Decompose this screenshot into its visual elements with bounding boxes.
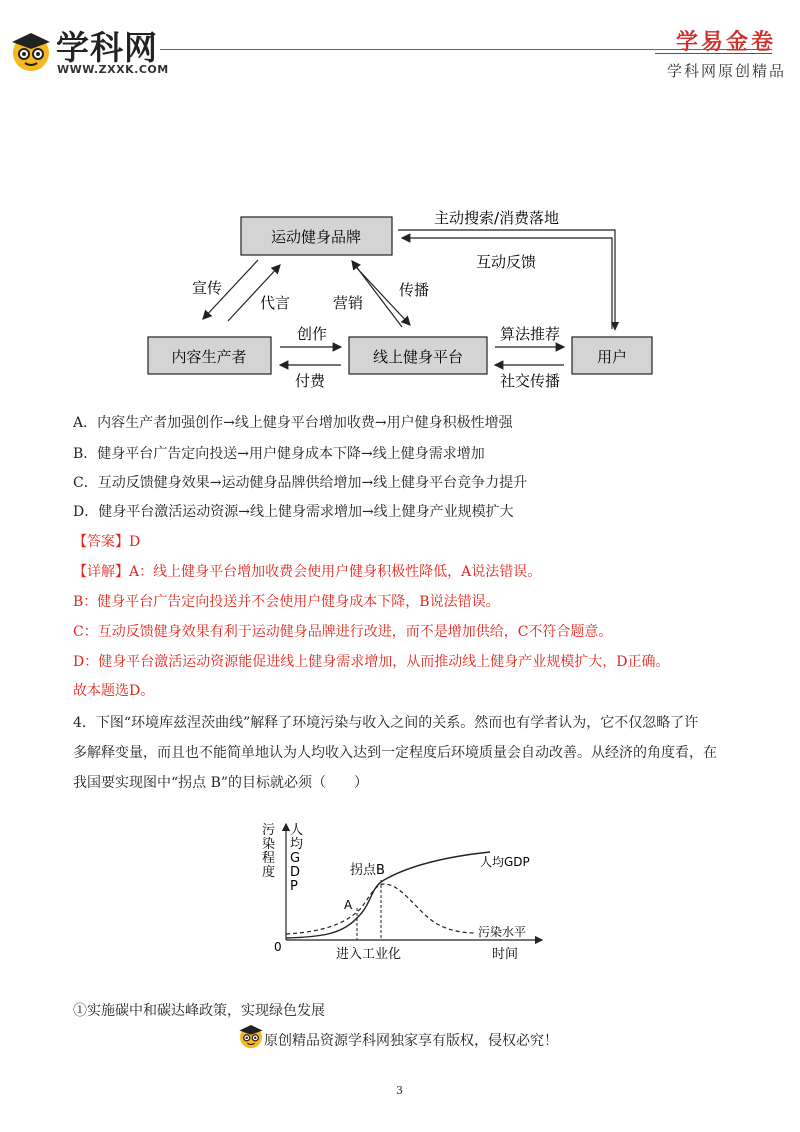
- curve-gdp-label: 人均GDP: [480, 855, 530, 869]
- label-feedback: 互动反馈: [476, 253, 537, 271]
- label-spread: 传播: [399, 281, 430, 299]
- x-label-industrial: 进入工业化: [336, 947, 402, 962]
- option-c: C．互动反馈健身效果→运动健身品牌供给增加→线上健身平台竞争力提升: [73, 475, 528, 491]
- option-item-1: ①实施碳中和碳达峰政策，实现绿色发展: [73, 1003, 325, 1019]
- question4-line2: 多解释变量，而且也不能简单地认为人均收入达到一定程度后环境质量会自动改善。从经济的角度看，在: [73, 745, 717, 761]
- detail-b: B：健身平台广告定向投送并不会使用户健身成本下降，B说法错误。: [73, 594, 500, 610]
- curve-pollution-label: 污染水平: [478, 925, 527, 939]
- point-a-label: A: [344, 898, 353, 912]
- brand-subtitle: 学科网原创精品: [667, 62, 787, 80]
- kuznets-chart: [252, 812, 552, 977]
- origin-label: 0: [274, 940, 282, 954]
- fitness-flow-diagram: [140, 205, 670, 395]
- point-b-label: 拐点B: [350, 863, 385, 878]
- detail-c: C：互动反馈健身效果有利于运动健身品牌进行改进，而不是增加供给，C不符合题意。: [73, 624, 613, 640]
- label-search: 主动搜索/消费落地: [434, 209, 560, 227]
- question4-line3: 我国要实现图中“拐点 B”的目标就必须（ ）: [73, 775, 369, 791]
- label-pay: 付费: [295, 372, 326, 390]
- footer-copyright: 原创精品资源学科网独家享有版权，侵权必究！: [264, 1033, 558, 1049]
- option-d: D．健身平台激活运动资源→线上健身需求增加→线上健身产业规模扩大: [73, 504, 514, 520]
- label-social: 社交传播: [500, 372, 561, 390]
- box-platform-label: 线上健身平台: [372, 348, 464, 366]
- logo-icon: [8, 28, 54, 74]
- detail-d: D：健身平台激活运动资源能促进线上健身需求增加，从而推动线上健身产业规模扩大，D正确。: [73, 654, 670, 670]
- box-brand-label: 运动健身品牌: [270, 228, 362, 246]
- option-a: A．内容生产者加强创作→线上健身平台增加收费→用户健身积极性增强: [73, 415, 513, 431]
- y-label-pollution: 污染程度: [262, 823, 276, 880]
- question4-line1: 4．下图“环境库兹涅茨曲线”解释了环境污染与收入之间的关系。然而也有学者认为，它不仅忽略了许: [73, 715, 699, 731]
- y-label-gdp: 人均 G D P: [290, 823, 304, 894]
- curve-gdp: [286, 852, 490, 938]
- label-create: 创作: [297, 325, 328, 343]
- label-endorse: 代言: [260, 294, 291, 312]
- logo-url: WWW.ZXXK.COM: [57, 63, 169, 76]
- footer-logo-icon: [237, 1022, 265, 1050]
- answer: 【答案】D: [73, 534, 141, 550]
- option-b: B．健身平台广告定向投送→用户健身成本下降→线上健身需求增加: [73, 446, 485, 462]
- box-producer-label: 内容生产者: [171, 348, 247, 366]
- label-marketing: 营销: [333, 294, 364, 312]
- x-label-time: 时间: [492, 947, 519, 962]
- conclusion: 故本题选D。: [73, 683, 155, 699]
- detail-a: 【详解】A：线上健身平台增加收费会使用户健身积极性降低，A说法错误。: [73, 564, 542, 580]
- label-promo: 宣传: [192, 279, 223, 297]
- label-algo: 算法推荐: [500, 325, 561, 343]
- page-number: 3: [396, 1084, 403, 1097]
- brand-title: 学易金卷: [676, 29, 777, 55]
- box-user-label: 用户: [596, 348, 628, 366]
- logo-text: 学科网: [56, 28, 158, 67]
